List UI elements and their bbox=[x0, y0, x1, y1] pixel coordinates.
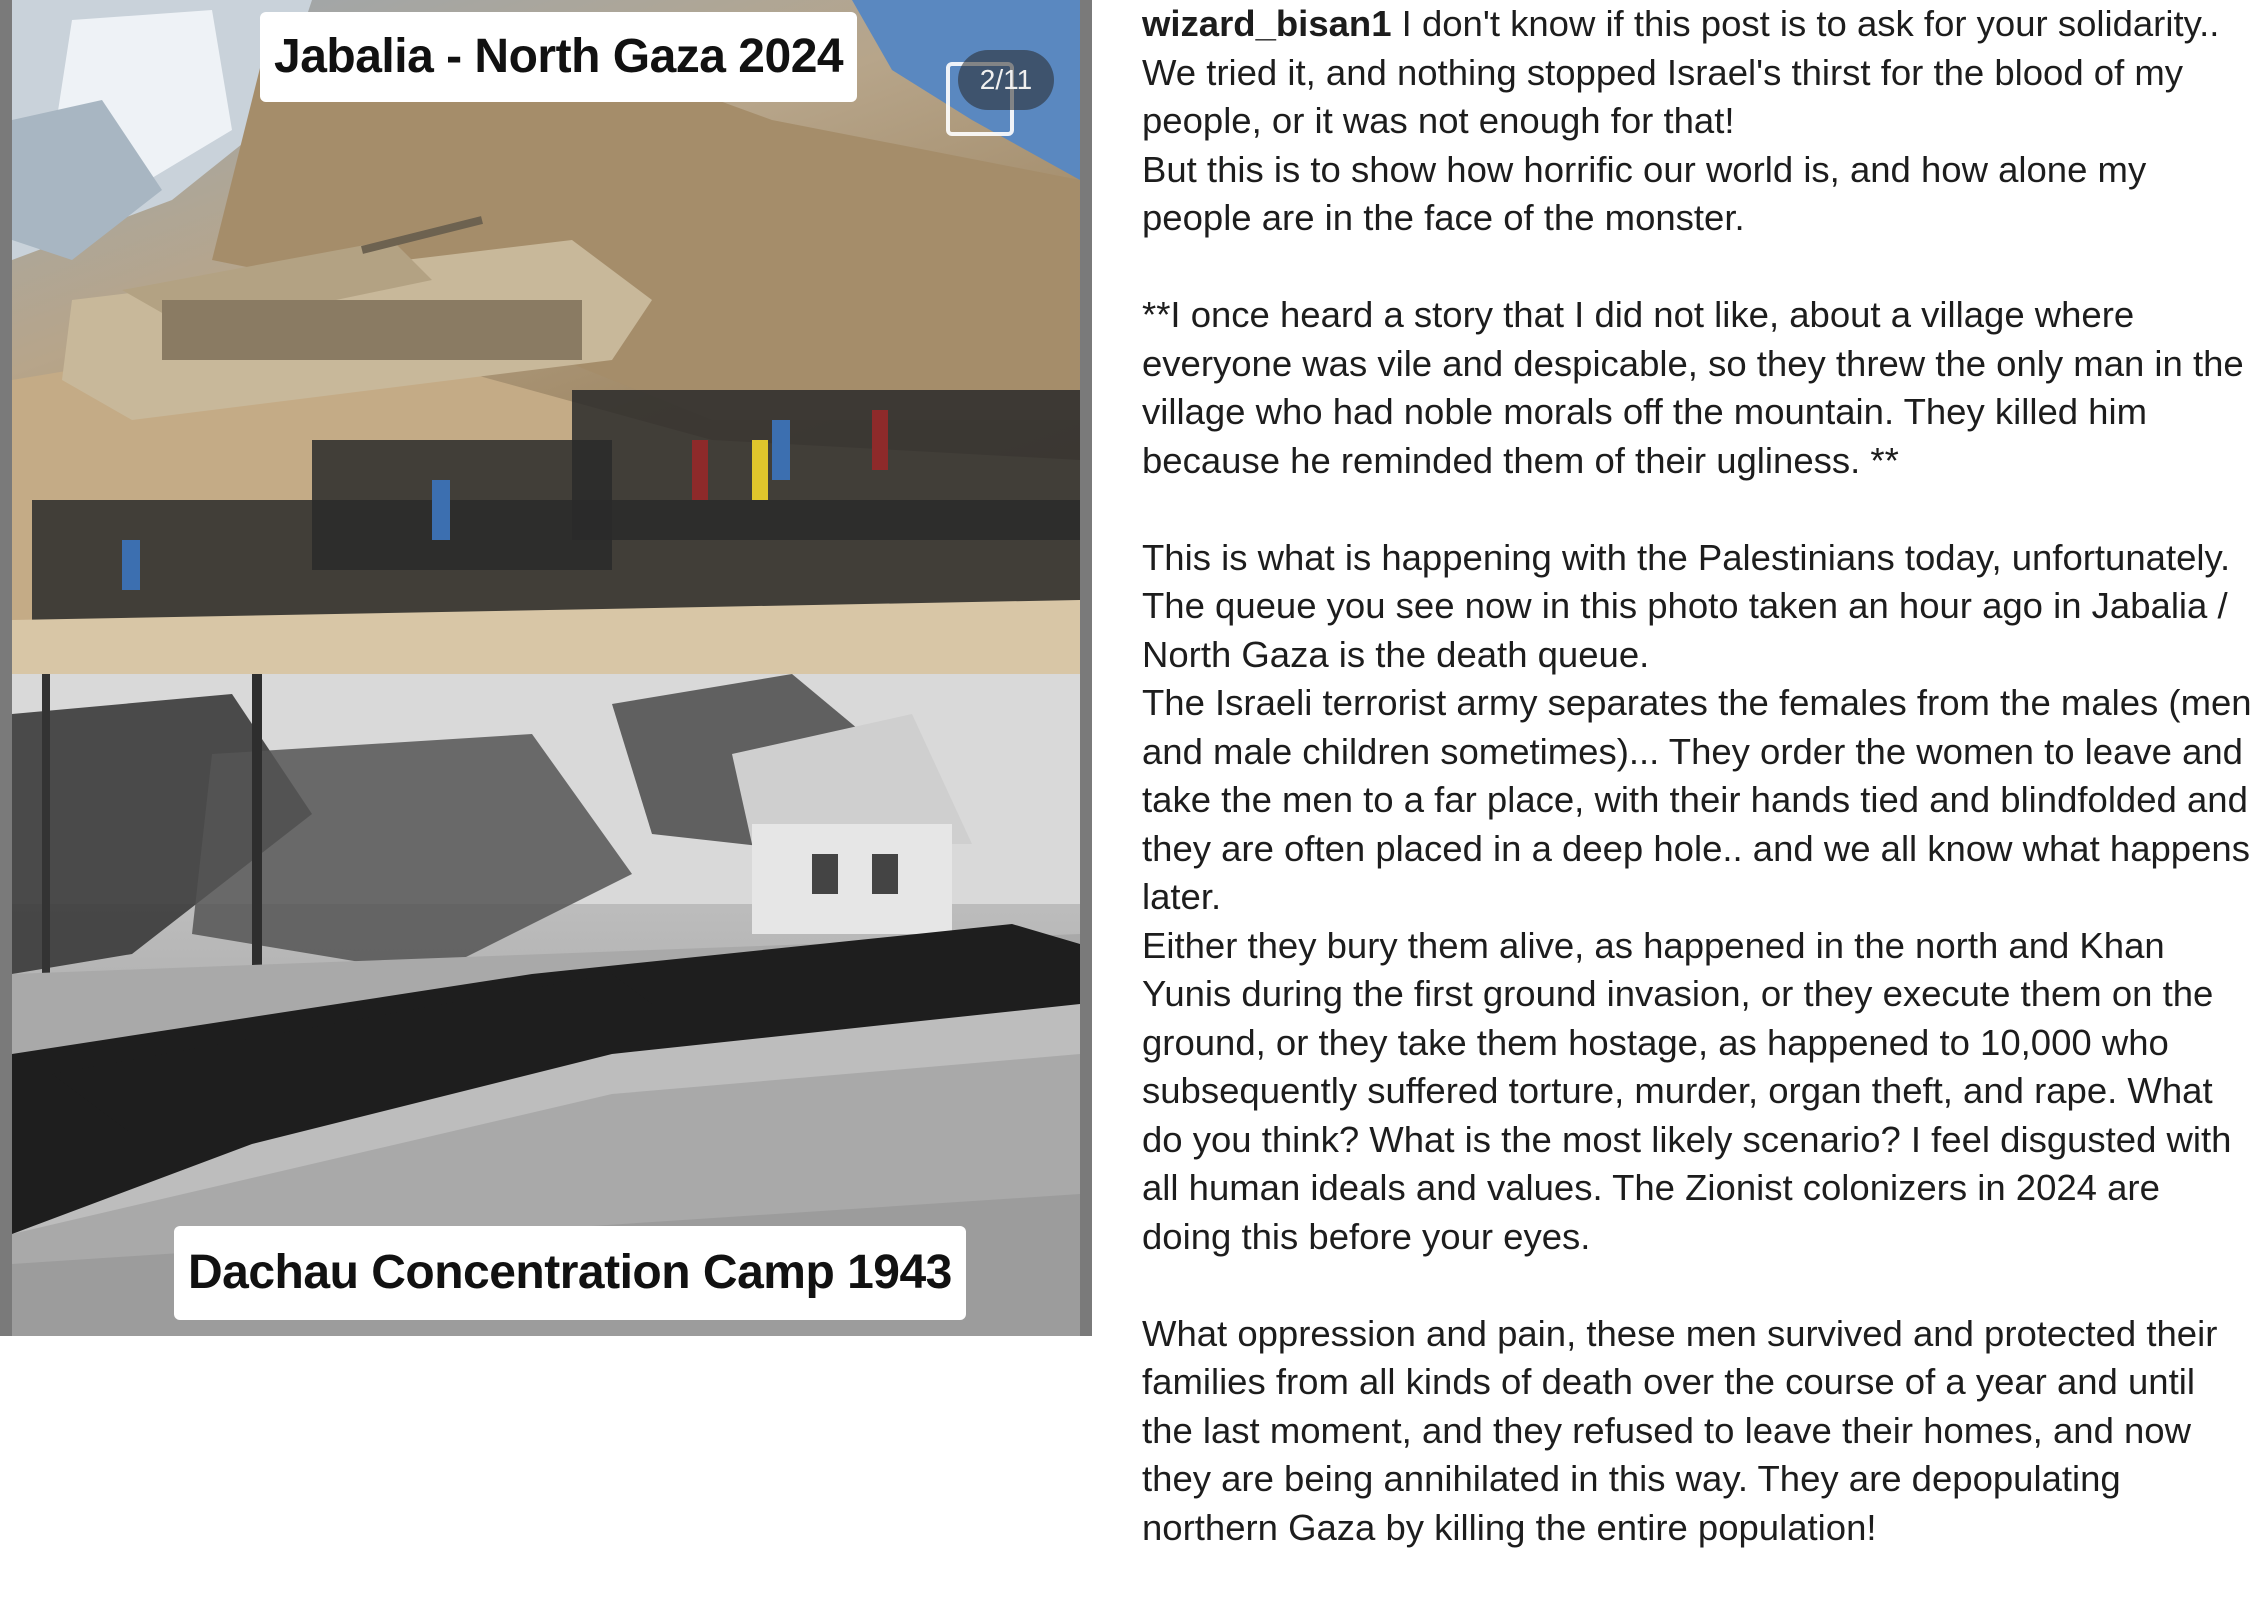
caption-intro-text: I don't know if this post is to ask for your solidarity.. We tried it, and nothing stopped Israel's thirst for the blood of my people, or it was not enough for that! bbox=[1142, 3, 2220, 141]
post-media-carousel[interactable] bbox=[0, 0, 1092, 1336]
caption-paragraph-3c: Either they bury them alive, as happened in the north and Khan Yunis during the first ground invasion, or they execute them on the ground, or they take them hostage, as happened to 10,000 who subsequently suffered torture, murder, organ theft, and rape. What do you think? What is the most likely scenario? I feel disgusted with all human ideals and values. The Zionist colonizers in 2024 are doing this before your eyes. bbox=[1142, 924, 2232, 1257]
photo-jabalia-2024 bbox=[12, 0, 1080, 674]
caption-paragraph-3a: This is what is happening with the Palestinians today, unfortunately. The queue you see now in this photo taken an hour ago in Jabalia / North Gaza is the death queue. bbox=[1142, 536, 2231, 675]
carousel-counter: 2/11 bbox=[958, 50, 1054, 110]
caption-paragraph-1 bbox=[1142, 0, 2252, 146]
post-caption bbox=[1142, 0, 2252, 1552]
photo-caption-top: Jabalia - North Gaza 2024 bbox=[260, 12, 857, 102]
caption-paragraph-3b: The Israeli terrorist army separates the females from the males (men and male children sometimes)... They order the women to leave and take the men to a far place, with their hands tied and blindfolded and they are often placed in a deep hole.. and we all know what happens later. bbox=[1142, 682, 2252, 917]
photo-caption-bottom: Dachau Concentration Camp 1943 bbox=[174, 1226, 966, 1320]
caption-paragraph-4: What oppression and pain, these men survived and protected their families from all kinds of death over the course of a year and until the last moment, and they refused to leave their homes, and now they are being annihilated in this way. They are depopulating northern Gaza by killing the entire population! bbox=[1142, 1312, 2218, 1548]
post-username[interactable]: wizard_bisan1 bbox=[1142, 3, 1392, 44]
caption-paragraph-2: **I once heard a story that I did not like, about a village where everyone was vile and despicable, so they threw the only man in the village who had noble morals off the mountain. They killed him because he reminded them of their ugliness. ** bbox=[1142, 294, 2244, 481]
photo-dachau-1943 bbox=[12, 674, 1080, 1336]
caption-paragraph-1b: But this is to show how horrific our world is, and how alone my people are in the face of the monster. bbox=[1142, 148, 2147, 238]
